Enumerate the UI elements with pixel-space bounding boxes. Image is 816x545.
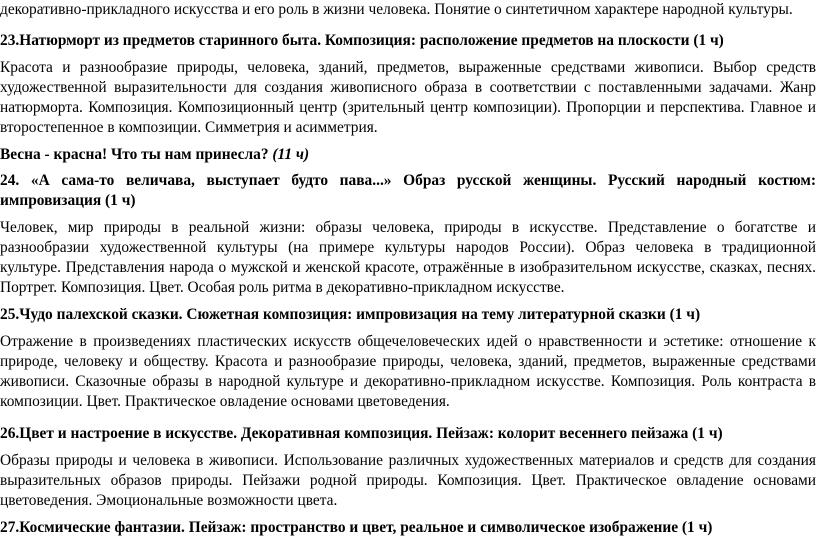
section-25-text-line: Отражение в произведениях пластических искусств общечеловеческих идей о нравственности и эстетике: отношение к: [0, 333, 816, 350]
section-27-heading: 27.Космические фантазии. Пейзаж: пространство и цвет, реальное и символическое изображение (1 ч): [0, 519, 713, 536]
section-25-text-line: композиции. Цвет. Практическое овладение основами цветоведения.: [0, 393, 450, 410]
spring-block-name: Весна - красна! Что ты нам принесла?: [0, 146, 269, 163]
section-24-text-line: культуре. Представления народа о мужской и женской красоте, отражённые в изобразительном искусстве, сказках, песнях.: [0, 259, 816, 276]
section-24-heading: 24. «А сама-то величава, выступает будто пава...» Образ русской женщины. Русский народный костюм:: [0, 172, 816, 189]
section-24-text-line: Портрет. Композиция. Цвет. Особая роль ритма в декоративно-прикладном искусстве.: [0, 279, 565, 296]
section-23-text-line: Красота и разнообразие природы, человека, зданий, предметов, выраженные средствами живописи. Выбор средств: [0, 59, 816, 76]
section-26-text-line: выразительных образов природы. Пейзажи родной природы. Композиция. Цвет. Практическое овладение основами: [0, 472, 816, 489]
intro-text: декоративно-прикладного искусства и его роль в жизни человека. Понятие о синтетичном характере народной культуры.: [0, 1, 793, 18]
section-26-text-line: цветоведения. Эмоциональные возможности цвета.: [0, 492, 338, 509]
section-25-heading: 25.Чудо палехской сказки. Сюжетная композиция: импровизация на тему литературной сказки (1 ч): [0, 306, 701, 323]
section-25-text-line: живописи. Сказочные образы в народной культуре и декоративно-прикладном искусстве. Композиция. Роль контраста в: [0, 373, 816, 390]
section-23-heading: 23.Натюрморт из предметов старинного быта. Композиция: расположение предметов на плоскости (1 ч): [0, 32, 724, 49]
section-23-text-line: художественной выразительности для создания живописного образа в соответствии с поставленными задачами. Жанр: [0, 79, 816, 96]
section-26-heading: 26.Цвет и настроение в искусстве. Декоративная композиция. Пейзаж: колорит весеннего пейзажа (1 ч): [0, 425, 723, 442]
spring-block-title: [0, 145, 816, 165]
section-24-text-line: разнообразии художественной культуры (на примере культуры народов России). Образ человека в традиционной: [0, 239, 816, 256]
section-26-text-line: Образы природы и человека в живописи. Использование различных художественных материалов и средств для создания: [0, 452, 816, 469]
section-25-text-line: природе, человеку и обществу. Красота и разнообразие природы, человека, зданий, предметов, выраженные средствами: [0, 353, 816, 370]
section-23-text-line: натюрморта. Композиция. Композиционный центр (зрительный центр композиции). Пропорции и перспектива. Главное и: [0, 99, 816, 116]
section-24-text-line: Человек, мир природы в реальной жизни: образы человека, природы в искусстве. Представление о богатстве и: [0, 219, 816, 236]
section-23-text-line: второстепенное в композиции. Симметрия и асимметрия.: [0, 119, 378, 136]
section-24-heading: импровизация (1 ч): [0, 192, 136, 209]
spring-block-hours: (11 ч): [272, 146, 310, 163]
